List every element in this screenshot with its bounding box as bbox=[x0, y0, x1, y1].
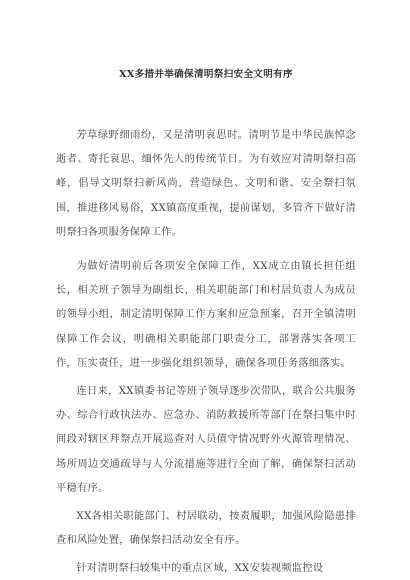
paragraph-risk-control: XX各相关职能部门、村居联动，按责履职，加强风险隐患排查和风险处置，确保祭扫活动安全有序。 bbox=[56, 511, 356, 547]
paragraph-organization: 为做好清明前后各项安全保障工作，XX成立由镇长担任组长，相关班子领导为副组长，相关职能部门和村居负责人为成员的领导小组，制定清明保障工作方案和应急预案，召开全镇清明保障工作会议，明确相关职能部门职责分工，部署落实各项工作，压实责任，进一步强化组织领导，确保各项任务落细落实。 bbox=[56, 261, 356, 369]
paragraph-monitoring: 针对清明祭扫较集中的重点区域，XX安装视频监控设 bbox=[76, 563, 324, 575]
document-title: XX多措并举确保清明祭扫安全文明有序 bbox=[119, 69, 293, 80]
paragraph-intro: 芳草绿野细雨纷，又是清明哀思时。清明节是中华民族悼念逝者、寄托哀思、缅怀先人的传统节日。为有效应对清明祭扫高峰，倡导文明祭扫新风尚，营造绿色、文明和谐、安全祭扫氛围，推进移风易俗，XX镇高度重视，提前谋划，多管齐下做好清明祭扫各项服务保障工作。 bbox=[56, 130, 356, 238]
paragraph-inspection: 连日来，XX镇委书记等班子领导逐步次带队，联合公共服务办、综合行政执法办、应急办、消防救援所等部门在祭扫集中时间段对辖区拜祭点开展巡查对人员值守情况野外火源管理情况、场所周边交通疏导与人分流措施等进行全面了解，确保祭扫活动平稳有序。 bbox=[56, 386, 356, 494]
